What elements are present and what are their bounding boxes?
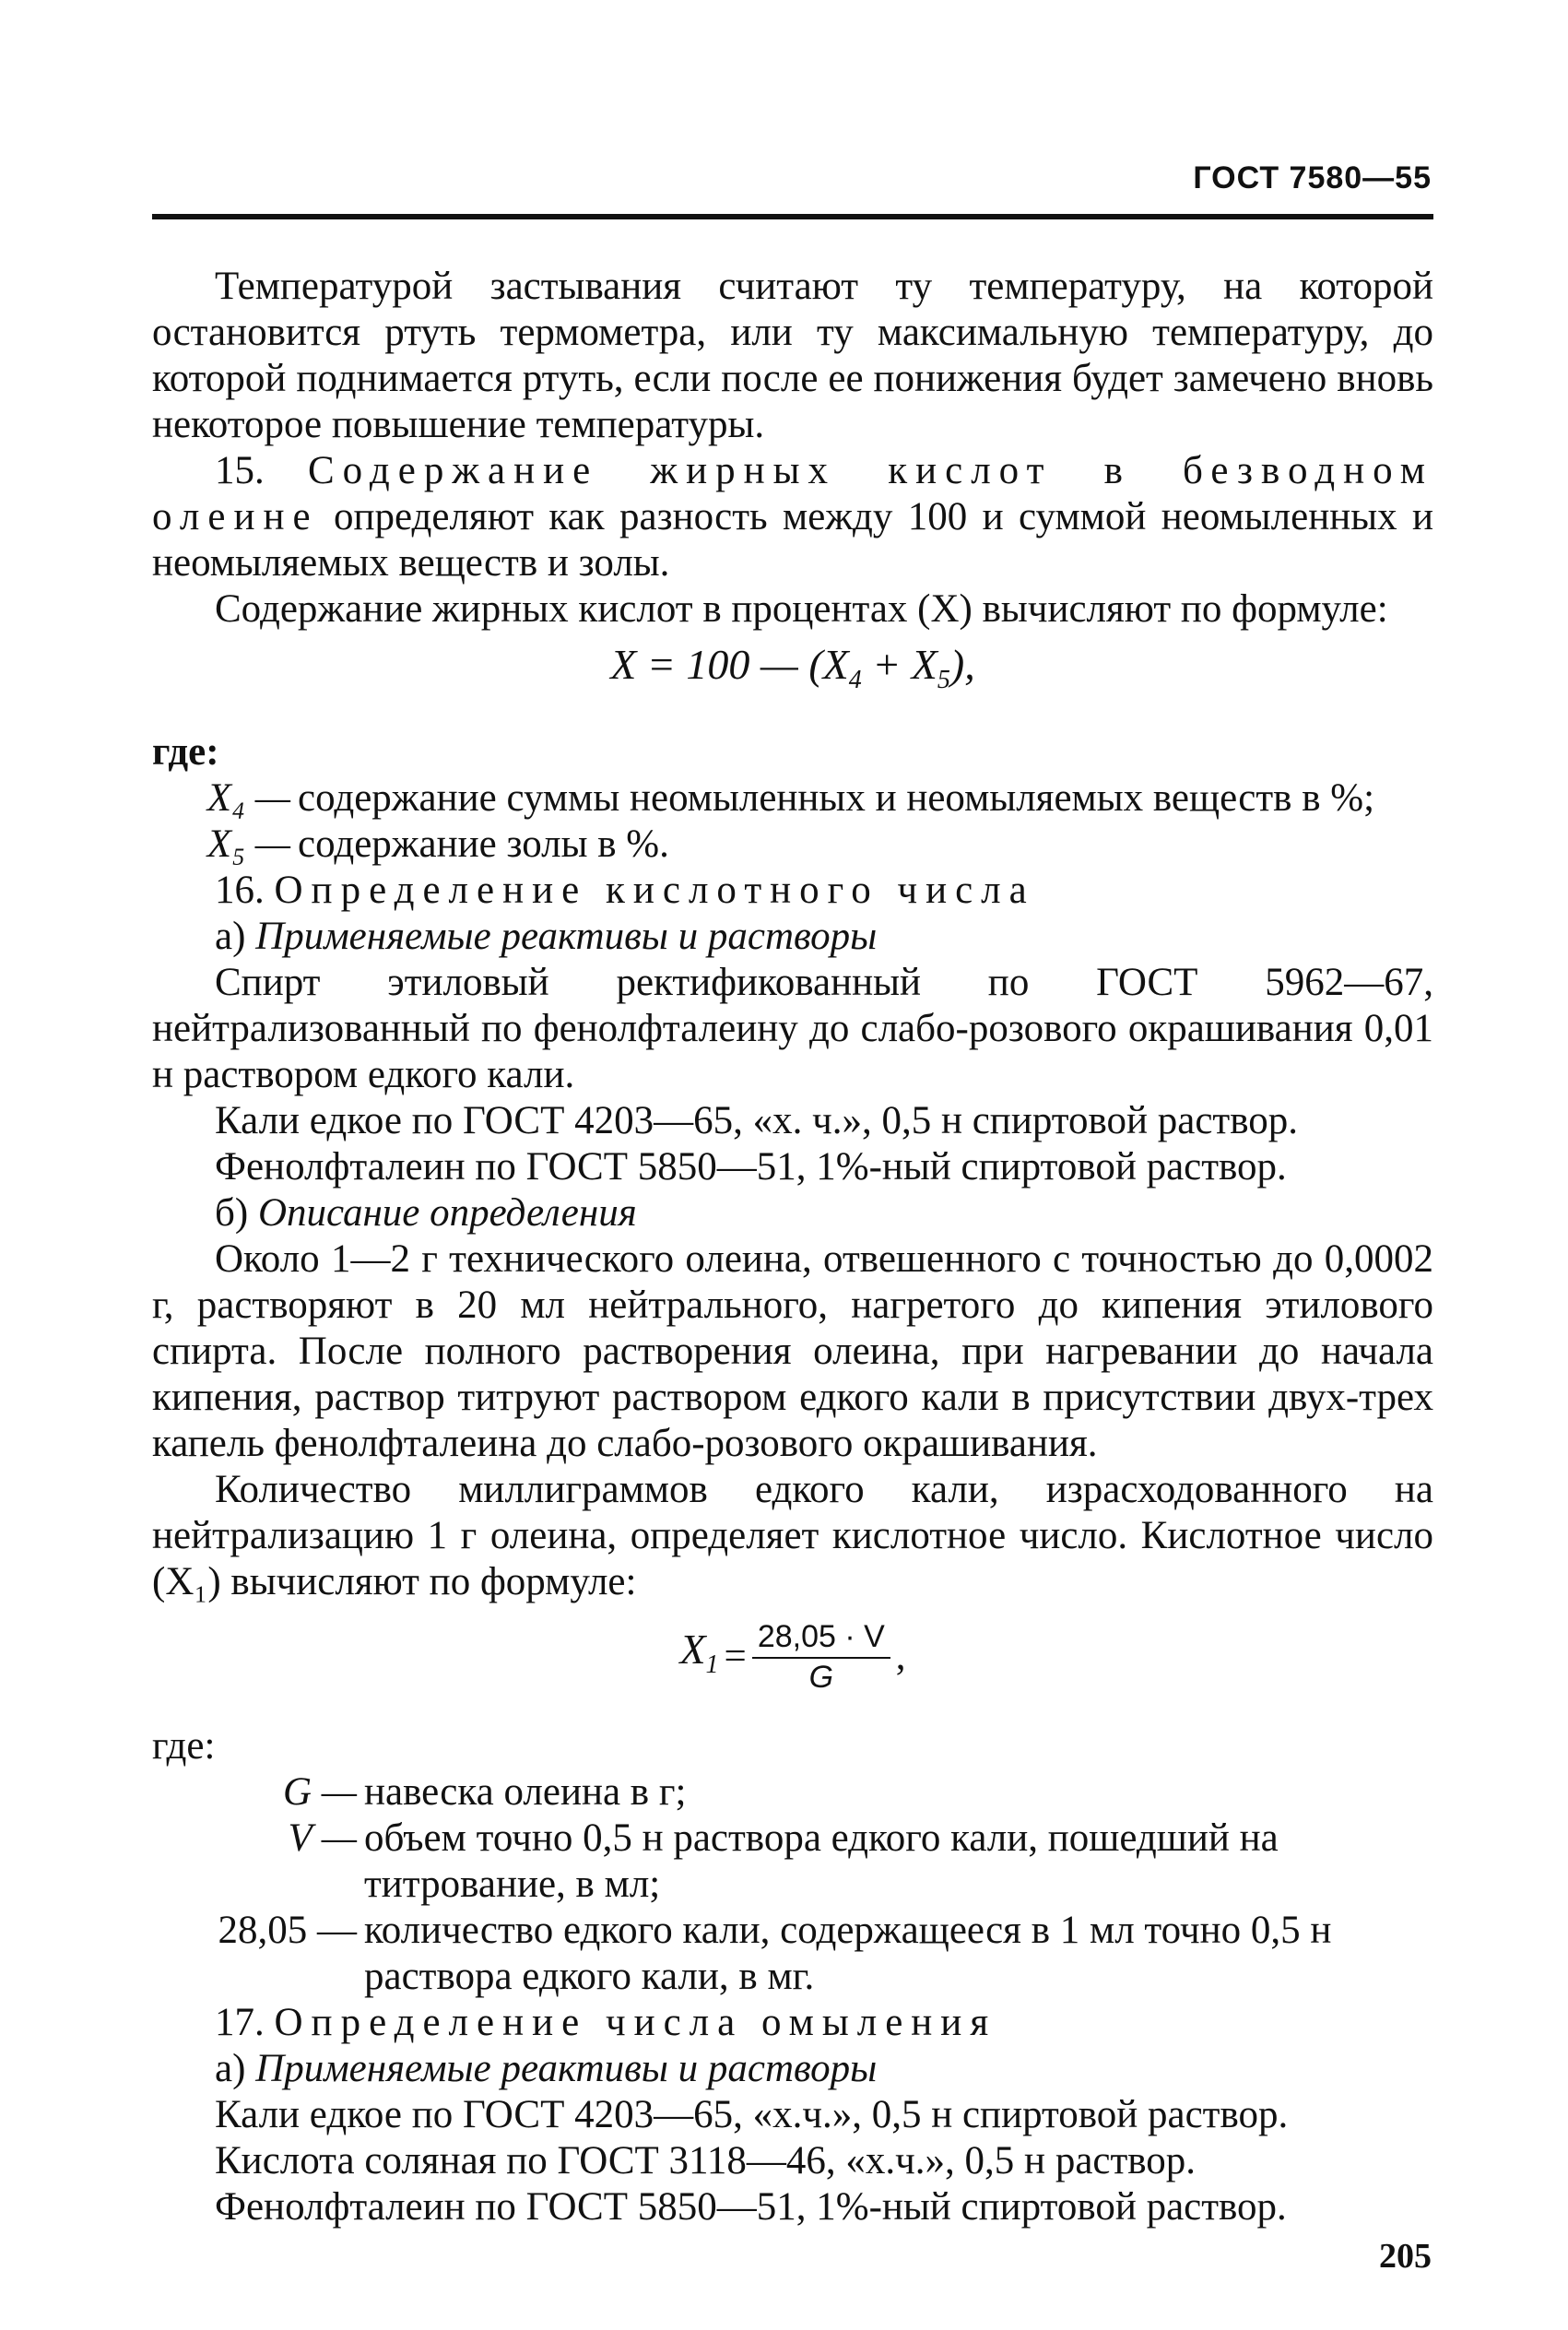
formula-numerator: 28,05 · V — [752, 1618, 890, 1659]
paragraph-phenolphthalein-1: Фенолфталеин по ГОСТ 5850—51, 1%-ный спиртовой раствор. — [215, 1145, 1287, 1189]
section-16 — [152, 868, 1433, 914]
legend-x4-symbol: X₄ — — [206, 776, 290, 821]
paragraph-fatty-acid-formula-intro: Содержание жирных кислот в процентах (X) вычисляют по формуле: — [215, 587, 1388, 631]
legend-v-text: объем точно 0,5 н раствора едкого кали, пошедший на — [364, 1816, 1279, 1861]
subsection-17a-title: Применяемые реактивы и растворы — [255, 2047, 878, 2091]
subsection-16a-title: Применяемые реактивы и растворы — [255, 915, 878, 959]
legend-koh-text-cont: раствора едкого кали, в мг. — [364, 1955, 815, 1999]
paragraph-procedure: Около 1—2 г технического олеина, отвешенного с точностью до 0,0002 г, растворяют в 20 мл нейтрального, нагретого до кипения этилового спирта. После полного растворения олеина, при нагревании до начала кипения, раствор титруют раствором едкого кали в присутствии двух-трех капель фенолфталеина до слабо-розового окрашивания. — [152, 1237, 1433, 1466]
section-15-title: Содержание жирных кислот в безводном олеине — [152, 449, 1434, 538]
section-16-number: 16. — [215, 869, 265, 913]
section-15 — [152, 448, 1433, 586]
paragraph-phenolphthalein-2: Фенолфталеин по ГОСТ 5850—51, 1%-ный спиртовой раствор. — [215, 2185, 1287, 2229]
section-17 — [152, 2000, 1433, 2046]
legend-x5-text: содержание золы в %. — [298, 822, 669, 867]
legend-koh — [152, 1908, 1433, 1954]
paragraph-potassium-hydroxide-2: Кали едкое по ГОСТ 4203—65, «х.ч.», 0,5 н спиртовой раствор. — [215, 2093, 1289, 2137]
legend-v-symbol: V — — [288, 1816, 357, 1861]
legend-g-text: навеска олеина в г; — [364, 1770, 687, 1815]
subsection-17a-label: а) — [215, 2047, 246, 2091]
section-16-title: Определение кислотного числа — [274, 869, 1035, 913]
subsection-16a — [152, 914, 1433, 960]
legend-x5-symbol: X₅ — — [206, 822, 290, 867]
header-rule — [152, 214, 1433, 219]
paragraph-hydrochloric-acid: Кислота соляная по ГОСТ 3118—46, «х.ч.», 0,5 н раствор. — [215, 2139, 1197, 2183]
subsection-16b-label: б) — [215, 1191, 249, 1236]
legend-x4 — [152, 775, 1433, 822]
page-number: 205 — [1379, 2237, 1432, 2276]
legend-g-symbol: G — — [282, 1770, 357, 1815]
subsection-16b — [152, 1190, 1433, 1236]
paragraph-pour-point: Температурой застывания считают ту температуру, на которой остановится ртуть термометра, или ту максимальную температуру, до которой поднимается ртуть, если после ее понижения будет замечено вновь некоторое повышение температуры. — [152, 265, 1433, 446]
section-17-number: 17. — [215, 2001, 265, 2045]
formula-acid-number: $X_1$ = $\frac{28,05 \cdot V}{G}$ , — [679, 1619, 906, 1696]
formula-acid-number-fraction — [752, 1618, 890, 1696]
subsection-16b-title: Описание определения — [257, 1191, 637, 1236]
paragraph-potassium-hydroxide-1: Кали едкое по ГОСТ 4203—65, «х. ч.», 0,5 н спиртовой раствор. — [215, 1099, 1298, 1143]
legend-koh-symbol: 28,05 — — [218, 1909, 357, 1953]
section-17-title: Определение числа омыления — [274, 2001, 997, 2045]
where-label-1: где: — [152, 730, 219, 775]
legend-g — [152, 1769, 1433, 1816]
subsection-16a-label: а) — [215, 915, 246, 959]
document-body — [152, 264, 1433, 2230]
standard-header: ГОСТ 7580—55 — [1193, 160, 1432, 195]
legend-koh-text: количество едкого кали, содержащееся в 1 мл точно 0,5 н — [364, 1909, 1332, 1953]
legend-x5 — [152, 822, 1433, 868]
formula-denominator: G — [808, 1660, 834, 1696]
paragraph-ethyl-alcohol: Спирт этиловый ректификованный по ГОСТ 5962—67, нейтрализованный по фенолфталеину до слабо-розового окрашивания 0,01 н раствором едкого кали. — [152, 961, 1433, 1097]
legend-x4-text: содержание суммы неомыленных и неомыляемых веществ в %; — [298, 776, 1375, 821]
section-15-number: 15. — [215, 449, 265, 492]
subsection-17a — [152, 2046, 1433, 2092]
formula-fatty-acids: X = 100 — $(X_4 + X_5)$, — [610, 641, 975, 695]
legend-v-text-cont: титрование, в мл; — [364, 1863, 661, 1907]
legend-v — [152, 1816, 1433, 1862]
legend-formula-2 — [152, 1769, 1433, 2000]
section-15-text: определяют как разность между 100 и суммой неомыленных и неомыляемых веществ и золы. — [152, 495, 1433, 585]
where-label-2: где: — [152, 1724, 216, 1768]
legend-formula-1 — [152, 775, 1433, 868]
paragraph-acid-number-definition: Количество миллиграммов едкого кали, израсходованного на нейтрализацию 1 г олеина, определяет кислотное число. Кислотное число (X₁) вычисляют по формуле: — [152, 1468, 1433, 1604]
